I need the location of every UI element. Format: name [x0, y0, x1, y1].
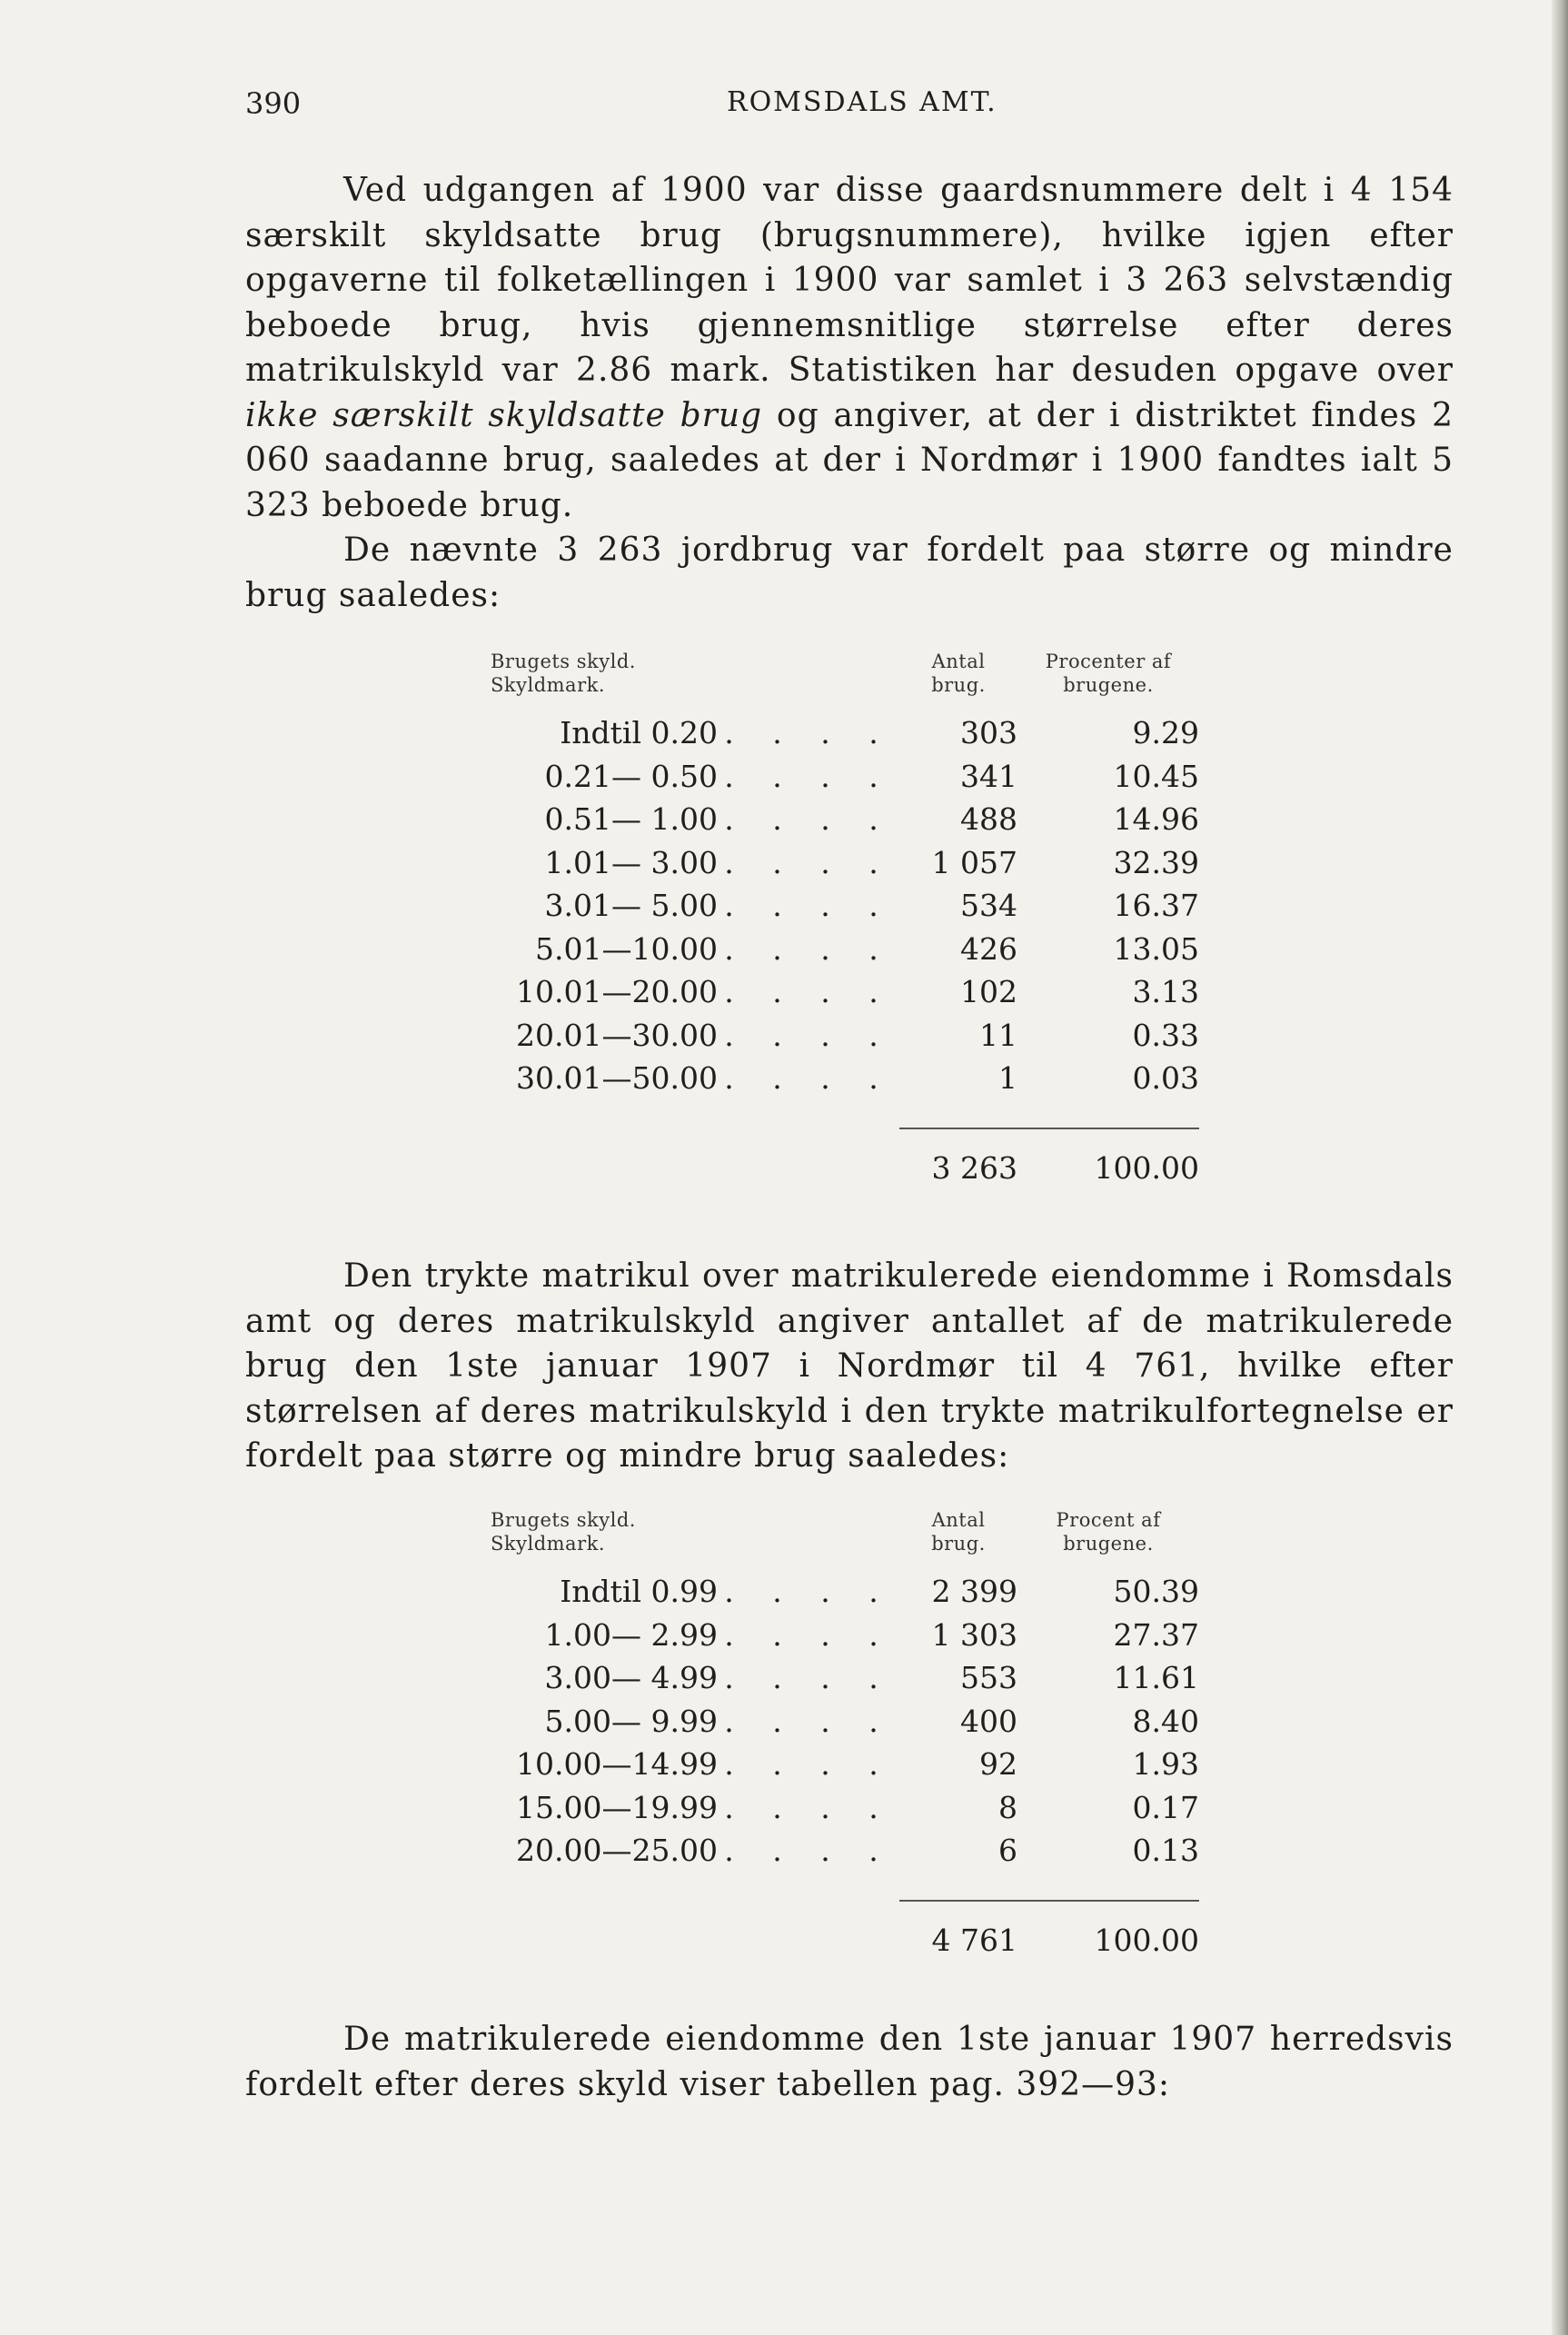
percent-cell: 0.13 — [1132, 1833, 1199, 1869]
paragraph-1 — [245, 168, 1454, 528]
count-cell: 1 — [998, 1060, 1017, 1097]
table-1-total-percent: 100.00 — [1094, 1149, 1199, 1186]
table-row — [491, 841, 1199, 885]
range-cell: Indtil 0.20 — [560, 715, 718, 751]
leader-dots: . . . . — [724, 1703, 893, 1739]
table-2-header-row — [491, 1508, 1199, 1570]
range-cell: 5.01—10.00 — [535, 930, 718, 967]
count-cell: 1 057 — [931, 844, 1017, 880]
leader-dots: . . . . — [724, 1060, 893, 1097]
range-cell: 30.01—50.00 — [516, 1060, 718, 1097]
table-2-body — [491, 1570, 1199, 1873]
header-spacer — [718, 650, 899, 711]
book-edge — [1552, 0, 1568, 2335]
rule-cell — [491, 1873, 718, 1901]
range-cell: 15.00—19.99 — [516, 1789, 718, 1825]
range-cell: 10.00—14.99 — [516, 1746, 718, 1783]
percent-cell: 1.93 — [1132, 1746, 1199, 1783]
table-1-rule — [491, 1100, 1199, 1128]
table-2-total-percent: 100.00 — [1094, 1922, 1199, 1958]
header-line: brugene. — [1063, 1533, 1154, 1555]
count-cell: 102 — [960, 974, 1017, 1010]
percent-cell: 50.39 — [1113, 1574, 1199, 1610]
count-cell: 92 — [979, 1746, 1017, 1783]
percent-cell: 0.33 — [1132, 1017, 1199, 1053]
count-cell: 8 — [998, 1789, 1017, 1825]
paragraph-block-1 — [245, 168, 1454, 618]
rule-cell — [1017, 1873, 1199, 1901]
leader-dots: . . . . — [724, 1833, 893, 1869]
table-row — [491, 884, 1199, 928]
rule-cell — [718, 1100, 899, 1128]
count-cell: 553 — [960, 1660, 1017, 1696]
count-cell: 6 — [998, 1833, 1017, 1869]
header-line: Brugets skyld. — [491, 1509, 636, 1531]
table-row — [491, 1014, 1199, 1058]
total-cell — [718, 1901, 899, 1958]
table-row — [491, 755, 1199, 799]
table-row — [491, 1570, 1199, 1614]
range-cell: 20.01—30.00 — [516, 1017, 718, 1053]
table-2-header-antal — [899, 1508, 1017, 1570]
table-row — [491, 1614, 1199, 1657]
header-line: Skyldmark. — [491, 1533, 606, 1555]
percent-cell: 3.13 — [1132, 974, 1199, 1010]
range-cell: 20.00—25.00 — [516, 1833, 718, 1869]
paragraph-4: De matrikulerede eiendomme den 1ste januar 1907 herredsvis fordelt efter deres skyld viser tabellen pag. 392—93: — [245, 2021, 1454, 2103]
total-cell — [491, 1128, 718, 1186]
header-line: Antal — [931, 1509, 986, 1531]
range-cell: 1.00— 2.99 — [544, 1616, 718, 1653]
table-row — [491, 798, 1199, 841]
table-row — [491, 1743, 1199, 1786]
table-2-total-row — [491, 1901, 1199, 1958]
count-cell: 2 399 — [931, 1574, 1017, 1610]
percent-cell: 8.40 — [1132, 1703, 1199, 1739]
leader-dots: . . . . — [724, 844, 893, 880]
percent-cell: 0.17 — [1132, 1789, 1199, 1825]
table-2-header-procent — [1017, 1508, 1199, 1570]
header-line: Brugets skyld. — [491, 651, 636, 672]
header-line: Procenter af — [1045, 651, 1172, 672]
percent-cell: 14.96 — [1113, 801, 1199, 838]
header-line: Skyldmark. — [491, 674, 606, 696]
table-2-rule — [491, 1873, 1199, 1901]
percent-cell: 16.37 — [1113, 888, 1199, 924]
range-cell: 3.01— 5.00 — [544, 888, 718, 924]
leader-dots: . . . . — [724, 888, 893, 924]
total-cell — [491, 1901, 718, 1958]
rule-cell — [718, 1873, 899, 1901]
count-cell: 488 — [960, 801, 1017, 838]
range-cell: 5.00— 9.99 — [544, 1703, 718, 1739]
total-cell — [718, 1128, 899, 1186]
count-cell: 534 — [960, 888, 1017, 924]
table-1-total-row — [491, 1128, 1199, 1186]
table-row — [491, 970, 1199, 1014]
table-1-header-skyld — [491, 650, 718, 711]
count-cell: 426 — [960, 930, 1017, 967]
header-spacer — [718, 1508, 899, 1570]
paragraph-1-text-b: og angiver, at der i distriktet findes 2 060 saadanne brug, saaledes at der i Nordmør i 1900 fandtes ialt 5 323 beboede brug. — [245, 396, 1454, 524]
range-cell: 0.51— 1.00 — [544, 801, 718, 838]
count-cell: 341 — [960, 758, 1017, 794]
table-1-header-procent — [1017, 650, 1199, 711]
range-cell: 10.01—20.00 — [516, 974, 718, 1010]
paragraph-block-4 — [245, 2017, 1454, 2107]
table-2-total-count: 4 761 — [931, 1922, 1017, 1958]
percent-cell: 11.61 — [1113, 1660, 1199, 1696]
leader-dots: . . . . — [724, 1017, 893, 1053]
count-cell: 1 303 — [931, 1616, 1017, 1653]
range-cell: 0.21— 0.50 — [544, 758, 718, 794]
leader-dots: . . . . — [724, 758, 893, 794]
percent-cell: 9.29 — [1132, 715, 1199, 751]
percent-cell: 13.05 — [1113, 930, 1199, 967]
header-line: brug. — [931, 674, 986, 696]
rule-cell — [899, 1100, 1017, 1128]
paragraph-1-italic: ikke særskilt skyldsatte brug — [245, 396, 763, 434]
table-row — [491, 928, 1199, 971]
table-row — [491, 1057, 1199, 1100]
count-cell: 400 — [960, 1703, 1017, 1739]
header-line: brug. — [931, 1533, 986, 1555]
range-cell: 1.01— 3.00 — [544, 844, 718, 880]
table-row — [491, 1700, 1199, 1744]
paragraph-1-text-a: Ved udgangen af 1900 var disse gaardsnummere delt i 4 154 særskilt skyldsatte brug (brugsnummere), hvilke igjen efter opgaverne til folketællingen i 1900 var samlet i 3 263 selvstændig beboede brug, hvis gjennemsnitlige størrelse efter deres matrikulskyld var 2.86 mark. Statistiken har desuden opgave over — [245, 172, 1454, 389]
leader-dots: . . . . — [724, 801, 893, 838]
paragraph-2: De nævnte 3 263 jordbrug var fordelt paa større og mindre brug saaledes: — [245, 532, 1454, 614]
rule-cell — [491, 1100, 718, 1128]
leader-dots: . . . . — [724, 1574, 893, 1610]
table-1-total-count: 3 263 — [931, 1149, 1017, 1186]
paragraph-3: Den trykte matrikul over matrikulerede eiendomme i Romsdals amt og deres matrikulskyld angiver antallet af de matrikulerede brug den 1ste januar 1907 i Nordmør til 4 761, hvilke efter størrelsen af deres matrikulskyld i den trykte matrikulfortegnelse er fordelt paa større og mindre brug saaledes: — [245, 1257, 1454, 1475]
table-row — [491, 711, 1199, 755]
rule-cell — [899, 1873, 1017, 1901]
percent-cell: 27.37 — [1113, 1616, 1199, 1653]
table-2-header-skyld — [491, 1508, 718, 1570]
table-row — [491, 1829, 1199, 1873]
count-cell: 303 — [960, 715, 1017, 751]
leader-dots: . . . . — [724, 715, 893, 751]
table-2 — [491, 1508, 1199, 1958]
table-1 — [491, 650, 1199, 1186]
range-cell: Indtil 0.99 — [560, 1574, 718, 1610]
range-cell: 3.00— 4.99 — [544, 1660, 718, 1696]
paragraph-block-3 — [245, 1254, 1454, 1479]
table-row — [491, 1656, 1199, 1700]
count-cell: 11 — [979, 1017, 1017, 1053]
leader-dots: . . . . — [724, 1789, 893, 1825]
header-line: Procent af — [1056, 1509, 1161, 1531]
header-line: Antal — [931, 651, 986, 672]
page-header — [245, 86, 1472, 132]
percent-cell: 10.45 — [1113, 758, 1199, 794]
leader-dots: . . . . — [724, 1746, 893, 1783]
page-number: 390 — [245, 86, 302, 121]
table-1-header-row — [491, 650, 1199, 711]
percent-cell: 32.39 — [1113, 844, 1199, 880]
running-title: ROMSDALS AMT. — [727, 86, 997, 118]
table-1-header-antal — [899, 650, 1017, 711]
leader-dots: . . . . — [724, 930, 893, 967]
rule-cell — [1017, 1100, 1199, 1128]
percent-cell: 0.03 — [1132, 1060, 1199, 1097]
leader-dots: . . . . — [724, 974, 893, 1010]
table-row — [491, 1786, 1199, 1830]
header-line: brugene. — [1063, 674, 1154, 696]
table-1-body — [491, 711, 1199, 1100]
leader-dots: . . . . — [724, 1616, 893, 1653]
leader-dots: . . . . — [724, 1660, 893, 1696]
